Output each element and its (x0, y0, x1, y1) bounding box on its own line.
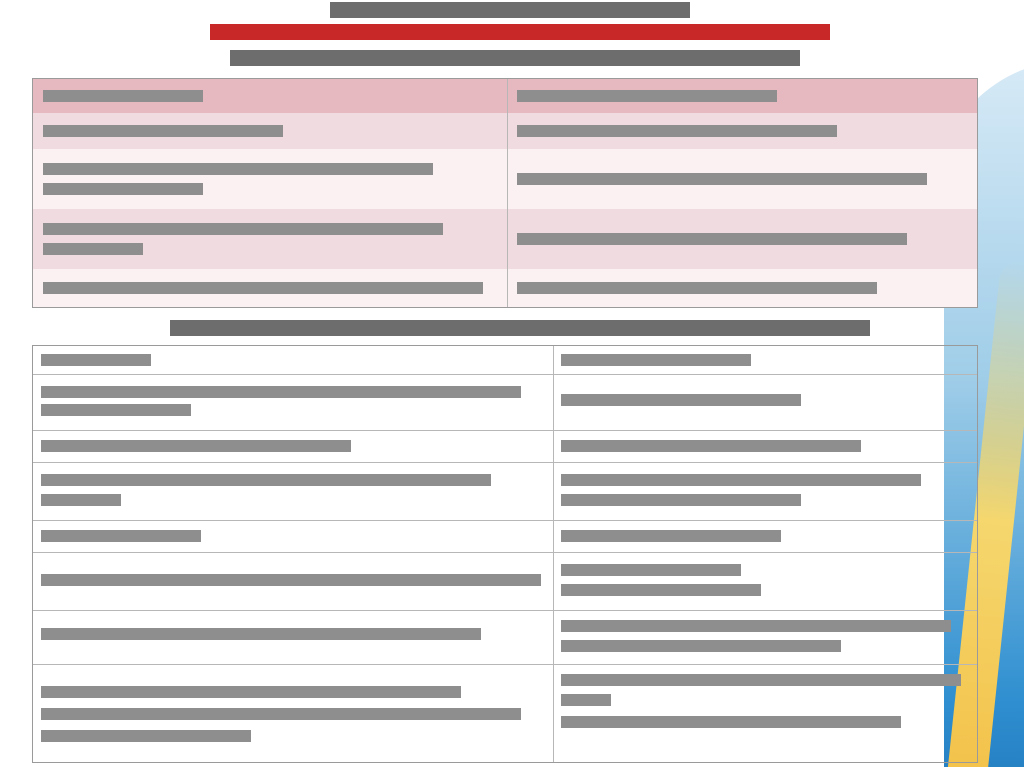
table-row (33, 552, 977, 611)
table-row (33, 374, 977, 431)
header-cell-left (33, 79, 508, 113)
table-2 (32, 345, 978, 763)
table-1 (32, 78, 978, 308)
table-row (33, 209, 977, 270)
table-2-header (33, 346, 977, 375)
table-row (33, 462, 977, 521)
table-row (33, 610, 977, 665)
table-row (33, 269, 977, 307)
table-row (33, 664, 977, 762)
table-row (33, 520, 977, 553)
slide-subtitle-placeholder (210, 24, 830, 40)
section-2-heading-placeholder (170, 320, 870, 336)
section-1-heading-placeholder (230, 50, 800, 66)
table-1-header (33, 79, 977, 114)
table-row (33, 430, 977, 463)
header-cell-right (507, 79, 977, 113)
table-row (33, 149, 977, 210)
slide-title-placeholder (330, 2, 690, 18)
table-row (33, 113, 977, 150)
